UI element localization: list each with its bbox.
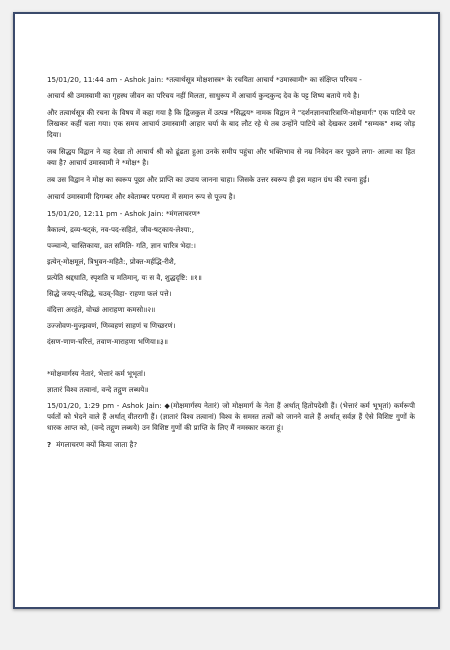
paragraph: आचार्य श्री उमास्वामी का गृहस्थ जीवन का परिचय नहीं मिलता, साधुरूप में आचार्य कुन्दकुन्द देव के पट्ट शिष्य बताये गये है। [47,91,360,100]
verse-line: ज्ञातारं विश्व तत्वानां, वन्दे तद्गुण लब्धये॥ [47,385,149,394]
spacer [47,352,415,368]
verse-line: इत्येन्-मोक्षमूलं, त्रिभुवन-महितै:, प्रोक्त-मर्हद्भि-रीशै, [47,257,176,266]
paragraph: आचार्य उमास्वामी दिगम्बर और श्वेताम्बर परम्परा में समान रूप से पूज्य है। [47,192,236,201]
question-text: मंगलाचरण क्यों किया जाता है? [56,440,138,449]
verse-line: वंदित्ता अरहंते, वोच्छं आराहणा कमसो॥२॥ [47,305,156,314]
question-mark-icon: ? [47,440,52,449]
paragraph: और तत्वार्थसूत्र की रचना के विषय में कहा गया है कि द्विजकुल में उत्पन्न *सिद्धय* नामक विद्वान ने "दर्शनज्ञानचारित्राणि-मोक्षमार्गः" एक पाटिये पर लिखकर कहीं चला गया। एक समय आचार्य उमास्वामी आहार चर्या के बाद लौट रहे थे तब उन्होंने पाटिये को देखकर उसमें "सम्यक" शब्द जोड़ दिया। [47,108,415,139]
document-body [47,74,415,456]
verse-line: त्रैकाल्यं, द्रव्य-षट्कं, नव-पद-सहितं, जीव-षट्काय-लेश्या:, [47,225,194,234]
paragraph: जब सिद्धय विद्वान ने यह देखा तो आचार्य श्री को ढूंढता हुआ उनके समीप पहुंचा और भक्तिभाव से नम्र निवेदन कर पूछने लगा- आत्मा का हित क्या है? आचार्य उमास्वामी ने *मोक्ष* है। [47,147,415,167]
document-page [13,12,440,609]
verse-line: उज्जोवण-मुज्झवणं, णिव्वहणं साहणं च णिच्छरणं। [47,321,176,330]
verse-line: प्रत्येति श्रद्दधाति, स्पृशति च मतिमान्, यः स वै, शुद्धदृष्टि: ॥१॥ [47,273,202,282]
verse-line: सिद्धे जयप्-पसिद्धे, चउव्-विहा- राहणा फलं पत्ते। [47,289,172,298]
viewer-background [0,614,450,650]
message-header: 15/01/20, 11:44 am - Ashok Jain: *तत्वार्थसूत्र मोक्षशास्त्र* के रचयिता आचार्य *उमास्वामी* का संक्षिप्त परिचय - [47,75,362,84]
verse-line: *मोक्षमार्गस्य नेतारं, भेत्तारं कर्म भूभृतां। [47,369,146,378]
paragraph: तब उस विद्वान ने मोक्ष का स्वरूप पूछा और प्राप्ति का उपाय जानना चाहा। जिसके उत्तर स्वरूप ही इस महान ग्रंथ की रचना हुई। [47,175,370,184]
verse-line: पञ्चान्ये, चास्तिकाया, व्रत समिति- गति, ज्ञान चारित्र भेदा:। [47,241,196,250]
verse-line: दंसण-णाण-चरित्तं, तवाण-माराहणा भणिया॥३॥ [47,337,168,346]
question-line [47,439,415,450]
paragraph: 15/01/20, 1:29 pm - Ashok Jain: ◆(मोक्षमार्गस्य नेतारं) जो मोक्षमार्ग के नेता हैं अर्थात् हितोपदेशी हैं। (भेत्तारं कर्म भूभृतां) कर्मरूपी पर्वतों को भेदने वाले हैं अर्थात् वीतरागी हैं। (ज्ञातारं विश्व तत्वानां) विश्व के समस्त तत्वों को जानने वाले हैं अर्थात् सर्वज्ञ हैं ऐसे विशिष्ट गुणों के धारक आप्त को, (वन्दे तद्गुण लब्धये) उन विशिष्ट गुणों की प्राप्ति के लिए मैं नमस्कार करता हूं। [47,401,415,432]
message-header: 15/01/20, 12:11 pm - Ashok Jain: *मंगलाचरण* [47,209,201,218]
